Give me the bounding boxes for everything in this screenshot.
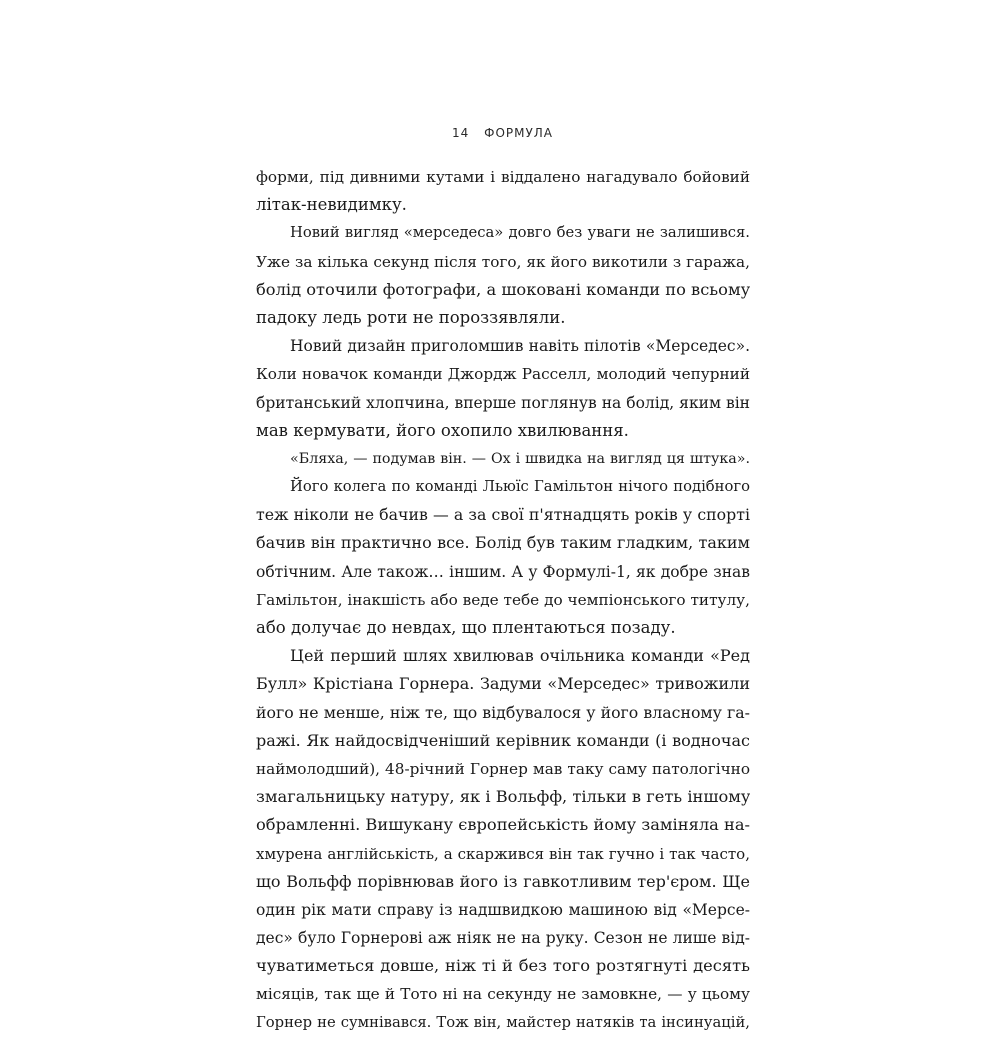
text-line: «Бляха, — подумав він. — Ох і швидка на вигляд ця штука». <box>290 450 750 467</box>
text-line: британський хлопчина, вперше поглянув на болід, яким він <box>256 393 750 412</box>
text-line: теж ніколи не бачив — а за свої п'ятнадцять років у спорті <box>256 505 750 525</box>
text-line: Гамільтон, інакшість або веде тебе до чемпіонського титулу, <box>256 590 750 609</box>
text-line: Булл» Крістіана Горнера. Задуми «Мерседес» тривожили <box>256 674 750 694</box>
text-line: болід оточили фотографи, а шоковані команди по всьому <box>256 279 750 299</box>
text-line: обрамленні. Вишукану європейськість йому заміняла на- <box>256 815 750 835</box>
page-number: 14 <box>452 126 470 140</box>
body-text <box>256 163 750 1037</box>
text-line: Коли новачок команди Джордж Расселл, молодий чепурний <box>256 365 750 384</box>
text-line: мав кермувати, його охопило хвилювання. <box>256 420 629 440</box>
text-line: чуватиметься довше, ніж ті й без того розтягнуті десять <box>256 956 750 976</box>
text-line: бачив він практично все. Болід був таким гладким, таким <box>256 533 750 553</box>
text-line: Новий дизайн приголомшив навіть пілотів «Мерседес». <box>290 337 750 356</box>
text-line: обтічним. Але також… іншим. А у Формулі-1, як добре знав <box>256 562 750 581</box>
text-line: змагальницьку натуру, як і Вольфф, тільки в геть іншому <box>256 787 750 807</box>
text-line: Новий вигляд «мерседеса» довго без уваги не залишився. <box>290 224 750 242</box>
running-head <box>452 126 553 140</box>
text-line: форми, під дивними кутами і віддалено нагадувало бойовий <box>256 168 750 186</box>
text-line: літак-невидимку. <box>256 195 407 215</box>
text-line: або долучає до невдах, що плентаються позаду. <box>256 618 676 637</box>
text-line: місяців, так ще й Тото ні на секунду не замовкне, — у цьому <box>256 985 750 1004</box>
text-line: Цей перший шлях хвилював очільника команди «Ред <box>290 646 750 666</box>
text-line: Уже за кілька секунд після того, як його викотили з гаража, <box>256 252 750 271</box>
text-line: один рік мати справу із надшвидкою машиною від «Мерсе- <box>256 900 750 919</box>
text-line: наймолодший), 48-річний Горнер мав таку саму патологічно <box>256 759 750 778</box>
text-line: Горнер не сумнівався. Тож він, майстер натяків та інсинуацій, <box>256 1013 750 1031</box>
section-title: ФОРМУЛА <box>484 126 554 140</box>
text-line: дес» було Горнерові аж ніяк не на руку. Сезон не лише від- <box>256 929 750 948</box>
text-line: хмурена англійськість, а скаржився він так гучно і так часто, <box>256 844 750 863</box>
text-line: ражі. Як найдосвідченіший керівник команди (і водночас <box>256 730 750 750</box>
text-line: його не менше, ніж те, що відбувалося у його власному га- <box>256 702 750 722</box>
text-line: що Вольфф порівнював його із гавкотливим тер'єром. Ще <box>256 871 750 891</box>
text-line: падоку ледь роти не пороззявляли. <box>256 307 566 327</box>
text-line: Його колега по команді Льюїс Гамільтон нічого подібного <box>290 478 750 496</box>
